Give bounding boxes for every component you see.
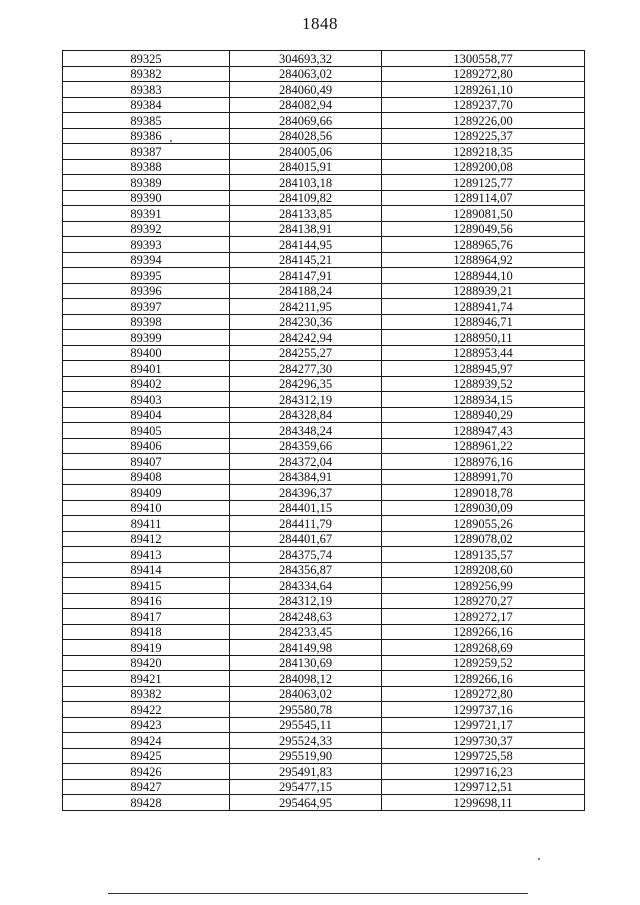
point-number-cell: 89410 (63, 500, 230, 516)
point-number-cell: 89426 (63, 764, 230, 780)
x-coordinate-cell: 295545,11 (230, 717, 382, 733)
x-coordinate-cell: 284255,27 (230, 345, 382, 361)
scan-speck (170, 140, 172, 142)
table-row (63, 640, 585, 656)
x-coordinate-cell: 284109,82 (230, 190, 382, 206)
table-row (63, 764, 585, 780)
point-number-cell: 89384 (63, 97, 230, 113)
y-coordinate-cell: 1289266,16 (382, 671, 585, 687)
table-row (63, 407, 585, 423)
y-coordinate-cell: 1289135,57 (382, 547, 585, 563)
point-number-cell: 89420 (63, 655, 230, 671)
y-coordinate-cell: 1299721,17 (382, 717, 585, 733)
table-row (63, 392, 585, 408)
y-coordinate-cell: 1288945,97 (382, 361, 585, 377)
point-number-cell: 89405 (63, 423, 230, 439)
table-row (63, 717, 585, 733)
y-coordinate-cell: 1288976,16 (382, 454, 585, 470)
x-coordinate-cell: 284328,84 (230, 407, 382, 423)
y-coordinate-cell: 1299730,37 (382, 733, 585, 749)
coordinates-table-body (63, 51, 585, 811)
x-coordinate-cell: 284233,45 (230, 624, 382, 640)
point-number-cell: 89391 (63, 206, 230, 222)
table-row (63, 578, 585, 594)
y-coordinate-cell: 1289266,16 (382, 624, 585, 640)
point-number-cell: 89382 (63, 686, 230, 702)
y-coordinate-cell: 1288964,92 (382, 252, 585, 268)
x-coordinate-cell: 284147,91 (230, 268, 382, 284)
y-coordinate-cell: 1288965,76 (382, 237, 585, 253)
table-row (63, 283, 585, 299)
point-number-cell: 89400 (63, 345, 230, 361)
y-coordinate-cell: 1289200,08 (382, 159, 585, 175)
x-coordinate-cell: 284401,15 (230, 500, 382, 516)
x-coordinate-cell: 295464,95 (230, 795, 382, 811)
x-coordinate-cell: 284375,74 (230, 547, 382, 563)
x-coordinate-cell: 284188,24 (230, 283, 382, 299)
table-row (63, 237, 585, 253)
y-coordinate-cell: 1288961,22 (382, 438, 585, 454)
table-row (63, 97, 585, 113)
table-row (63, 655, 585, 671)
point-number-cell: 89408 (63, 469, 230, 485)
point-number-cell: 89416 (63, 593, 230, 609)
y-coordinate-cell: 1300558,77 (382, 51, 585, 67)
table-row (63, 314, 585, 330)
y-coordinate-cell: 1289225,37 (382, 128, 585, 144)
x-coordinate-cell: 295524,33 (230, 733, 382, 749)
y-coordinate-cell: 1289256,99 (382, 578, 585, 594)
point-number-cell: 89387 (63, 144, 230, 160)
table-row (63, 376, 585, 392)
x-coordinate-cell: 295491,83 (230, 764, 382, 780)
y-coordinate-cell: 1289114,07 (382, 190, 585, 206)
y-coordinate-cell: 1288944,10 (382, 268, 585, 284)
table-row (63, 113, 585, 129)
table-row (63, 795, 585, 811)
table-row (63, 516, 585, 532)
point-number-cell: 89402 (63, 376, 230, 392)
table-row (63, 748, 585, 764)
y-coordinate-cell: 1289208,60 (382, 562, 585, 578)
x-coordinate-cell: 284063,02 (230, 686, 382, 702)
point-number-cell: 89382 (63, 66, 230, 82)
point-number-cell: 89411 (63, 516, 230, 532)
x-coordinate-cell: 284060,49 (230, 82, 382, 98)
y-coordinate-cell: 1289030,09 (382, 500, 585, 516)
point-number-cell: 89427 (63, 779, 230, 795)
point-number-cell: 89412 (63, 531, 230, 547)
table-row (63, 671, 585, 687)
y-coordinate-cell: 1289272,80 (382, 686, 585, 702)
y-coordinate-cell: 1299716,23 (382, 764, 585, 780)
y-coordinate-cell: 1289272,17 (382, 609, 585, 625)
y-coordinate-cell: 1289018,78 (382, 485, 585, 501)
point-number-cell: 89401 (63, 361, 230, 377)
y-coordinate-cell: 1288947,43 (382, 423, 585, 439)
x-coordinate-cell: 284401,67 (230, 531, 382, 547)
y-coordinate-cell: 1288941,74 (382, 299, 585, 315)
point-number-cell: 89389 (63, 175, 230, 191)
x-coordinate-cell: 284145,21 (230, 252, 382, 268)
y-coordinate-cell: 1289078,02 (382, 531, 585, 547)
table-row (63, 159, 585, 175)
y-coordinate-cell: 1289081,50 (382, 206, 585, 222)
y-coordinate-cell: 1299712,51 (382, 779, 585, 795)
point-number-cell: 89414 (63, 562, 230, 578)
point-number-cell: 89404 (63, 407, 230, 423)
scan-speck (538, 858, 540, 860)
table-row (63, 423, 585, 439)
point-number-cell: 89424 (63, 733, 230, 749)
point-number-cell: 89398 (63, 314, 230, 330)
table-row (63, 438, 585, 454)
table-row (63, 128, 585, 144)
y-coordinate-cell: 1299698,11 (382, 795, 585, 811)
table-row (63, 345, 585, 361)
y-coordinate-cell: 1289049,56 (382, 221, 585, 237)
point-number-cell: 89394 (63, 252, 230, 268)
y-coordinate-cell: 1299725,58 (382, 748, 585, 764)
x-coordinate-cell: 295477,15 (230, 779, 382, 795)
x-coordinate-cell: 304693,32 (230, 51, 382, 67)
point-number-cell: 89385 (63, 113, 230, 129)
point-number-cell: 89383 (63, 82, 230, 98)
x-coordinate-cell: 284130,69 (230, 655, 382, 671)
point-number-cell: 89428 (63, 795, 230, 811)
point-number-cell: 89395 (63, 268, 230, 284)
table-row (63, 779, 585, 795)
point-number-cell: 89409 (63, 485, 230, 501)
y-coordinate-cell: 1289237,70 (382, 97, 585, 113)
point-number-cell: 89390 (63, 190, 230, 206)
point-number-cell: 89386 (63, 128, 230, 144)
x-coordinate-cell: 284277,30 (230, 361, 382, 377)
table-row (63, 82, 585, 98)
point-number-cell: 89419 (63, 640, 230, 656)
x-coordinate-cell: 284082,94 (230, 97, 382, 113)
table-row (63, 144, 585, 160)
point-number-cell: 89397 (63, 299, 230, 315)
x-coordinate-cell: 284334,64 (230, 578, 382, 594)
y-coordinate-cell: 1288939,21 (382, 283, 585, 299)
point-number-cell: 89418 (63, 624, 230, 640)
y-coordinate-cell: 1288946,71 (382, 314, 585, 330)
y-coordinate-cell: 1288953,44 (382, 345, 585, 361)
x-coordinate-cell: 284069,66 (230, 113, 382, 129)
x-coordinate-cell: 284063,02 (230, 66, 382, 82)
x-coordinate-cell: 295519,90 (230, 748, 382, 764)
point-number-cell: 89423 (63, 717, 230, 733)
table-row (63, 299, 585, 315)
table-row (63, 702, 585, 718)
table-row (63, 206, 585, 222)
point-number-cell: 89425 (63, 748, 230, 764)
point-number-cell: 89399 (63, 330, 230, 346)
y-coordinate-cell: 1288940,29 (382, 407, 585, 423)
point-number-cell: 89388 (63, 159, 230, 175)
y-coordinate-cell: 1289261,10 (382, 82, 585, 98)
y-coordinate-cell: 1289268,69 (382, 640, 585, 656)
bottom-rule (108, 893, 528, 894)
x-coordinate-cell: 295580,78 (230, 702, 382, 718)
point-number-cell: 89393 (63, 237, 230, 253)
x-coordinate-cell: 284211,95 (230, 299, 382, 315)
table-row (63, 268, 585, 284)
table-row (63, 485, 585, 501)
table-row (63, 190, 585, 206)
x-coordinate-cell: 284138,91 (230, 221, 382, 237)
table-row (63, 361, 585, 377)
table-row (63, 531, 585, 547)
y-coordinate-cell: 1289125,77 (382, 175, 585, 191)
x-coordinate-cell: 284230,36 (230, 314, 382, 330)
table-row (63, 500, 585, 516)
y-coordinate-cell: 1289218,35 (382, 144, 585, 160)
point-number-cell: 89407 (63, 454, 230, 470)
x-coordinate-cell: 284248,63 (230, 609, 382, 625)
x-coordinate-cell: 284133,85 (230, 206, 382, 222)
table-row (63, 175, 585, 191)
table-row (63, 330, 585, 346)
x-coordinate-cell: 284372,04 (230, 454, 382, 470)
table-row (63, 547, 585, 563)
coordinates-table (62, 50, 585, 811)
x-coordinate-cell: 284411,79 (230, 516, 382, 532)
point-number-cell: 89403 (63, 392, 230, 408)
point-number-cell: 89392 (63, 221, 230, 237)
x-coordinate-cell: 284312,19 (230, 392, 382, 408)
y-coordinate-cell: 1288934,15 (382, 392, 585, 408)
y-coordinate-cell: 1289226,00 (382, 113, 585, 129)
x-coordinate-cell: 284144,95 (230, 237, 382, 253)
x-coordinate-cell: 284028,56 (230, 128, 382, 144)
point-number-cell: 89396 (63, 283, 230, 299)
point-number-cell: 89413 (63, 547, 230, 563)
table-row (63, 221, 585, 237)
y-coordinate-cell: 1288991,70 (382, 469, 585, 485)
table-row (63, 252, 585, 268)
point-number-cell: 89422 (63, 702, 230, 718)
point-number-cell: 89406 (63, 438, 230, 454)
table-row (63, 593, 585, 609)
table-row (63, 686, 585, 702)
x-coordinate-cell: 284348,24 (230, 423, 382, 439)
x-coordinate-cell: 284098,12 (230, 671, 382, 687)
y-coordinate-cell: 1299737,16 (382, 702, 585, 718)
x-coordinate-cell: 284015,91 (230, 159, 382, 175)
table-row (63, 609, 585, 625)
x-coordinate-cell: 284103,18 (230, 175, 382, 191)
table-row (63, 469, 585, 485)
table-row (63, 454, 585, 470)
x-coordinate-cell: 284149,98 (230, 640, 382, 656)
point-number-cell: 89325 (63, 51, 230, 67)
table-row (63, 51, 585, 67)
point-number-cell: 89415 (63, 578, 230, 594)
page-number: 1848 (302, 14, 338, 33)
table-row (63, 66, 585, 82)
x-coordinate-cell: 284396,37 (230, 485, 382, 501)
y-coordinate-cell: 1289259,52 (382, 655, 585, 671)
y-coordinate-cell: 1289272,80 (382, 66, 585, 82)
x-coordinate-cell: 284356,87 (230, 562, 382, 578)
point-number-cell: 89417 (63, 609, 230, 625)
x-coordinate-cell: 284312,19 (230, 593, 382, 609)
table-row (63, 624, 585, 640)
y-coordinate-cell: 1289270,27 (382, 593, 585, 609)
x-coordinate-cell: 284296,35 (230, 376, 382, 392)
x-coordinate-cell: 284005,06 (230, 144, 382, 160)
x-coordinate-cell: 284242,94 (230, 330, 382, 346)
y-coordinate-cell: 1289055,26 (382, 516, 585, 532)
y-coordinate-cell: 1288939,52 (382, 376, 585, 392)
point-number-cell: 89421 (63, 671, 230, 687)
x-coordinate-cell: 284359,66 (230, 438, 382, 454)
x-coordinate-cell: 284384,91 (230, 469, 382, 485)
y-coordinate-cell: 1288950,11 (382, 330, 585, 346)
table-row (63, 733, 585, 749)
table-row (63, 562, 585, 578)
